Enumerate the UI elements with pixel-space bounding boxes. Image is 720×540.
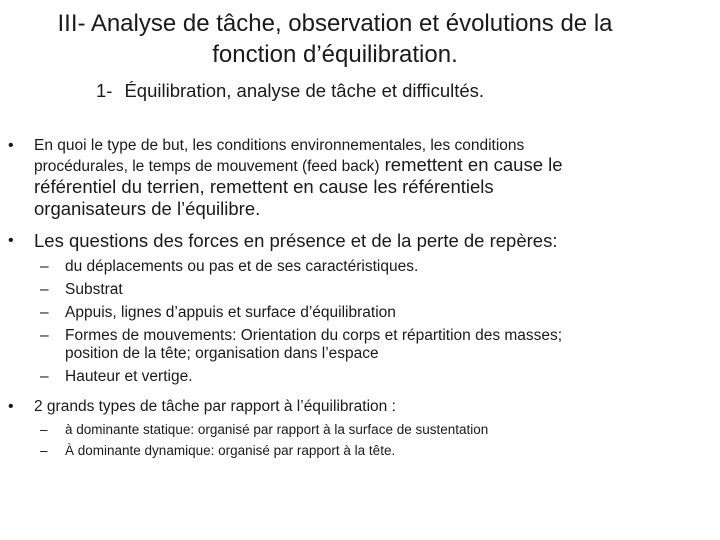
section-subtitle [96, 79, 484, 103]
subitem-text: du déplacements ou pas et de ses caractéristiques. [65, 258, 419, 275]
subitem [40, 367, 562, 390]
subitem-text: Formes de mouvements: Orientation du corps et répartition des masses; [65, 327, 563, 344]
subitem [40, 441, 488, 462]
subitem [40, 257, 562, 280]
bullet-2-subitems [40, 257, 563, 390]
bullet-1-line-2 [34, 154, 563, 176]
title-line-2: fonction d’équilibration. [212, 41, 458, 68]
subitem [40, 420, 489, 441]
subitem-text: Appuis, lignes d’appuis et surface d’équilibration [65, 304, 396, 321]
bullet-2 [8, 230, 558, 252]
dash-marker: – [40, 258, 49, 275]
subitem-text: À dominante dynamique: organisé par rapport à la tête. [65, 443, 396, 458]
bullet-3 [8, 397, 396, 416]
bullet-3-subitems [40, 420, 489, 462]
bullet-1-small-text: procédurales, le temps de mouvement (feed back) [34, 158, 380, 175]
dash-marker: – [40, 443, 48, 458]
subitem-text: Substrat [65, 281, 123, 298]
dash-marker: – [40, 327, 49, 344]
bullet-marker: • [8, 137, 14, 154]
bullet-1-line-1: En quoi le type de but, les conditions environnementales, les conditions [34, 137, 525, 154]
subtitle-text: Équilibration, analyse de tâche et difficultés. [124, 80, 485, 101]
bullet-1-large-text: remettent en cause le [379, 154, 563, 175]
bullet-1-line-3: référentiel du terrien, remettent en cause les référentiels [34, 176, 494, 197]
bullet-marker: • [8, 398, 14, 415]
subtitle-number: 1- [96, 80, 113, 101]
bullet-1-line-4: organisateurs de l’équilibre. [34, 198, 261, 219]
bullet-marker: • [8, 232, 14, 249]
subitem [40, 280, 562, 303]
subitem-text: position de la tête; organisation dans l’espace [65, 345, 379, 362]
bullet-3-text: 2 grands types de tâche par rapport à l’équilibration : [34, 398, 396, 415]
bullet-2-text: Les questions des forces en présence et de la perte de repères: [34, 230, 558, 251]
slide-title [0, 8, 670, 70]
subitem [40, 303, 562, 326]
dash-marker: – [40, 281, 49, 298]
subitem [40, 326, 563, 344]
subitem-text: à dominante statique: organisé par rapport à la surface de sustentation [65, 422, 489, 437]
bullet-1 [8, 136, 563, 220]
dash-marker: – [40, 304, 49, 321]
dash-marker: – [40, 422, 48, 437]
dash-marker: – [40, 368, 49, 385]
subitem-continuation [65, 344, 562, 367]
subitem-text: Hauteur et vertige. [65, 368, 193, 385]
title-line-1: III- Analyse de tâche, observation et évolutions de la [57, 10, 613, 37]
